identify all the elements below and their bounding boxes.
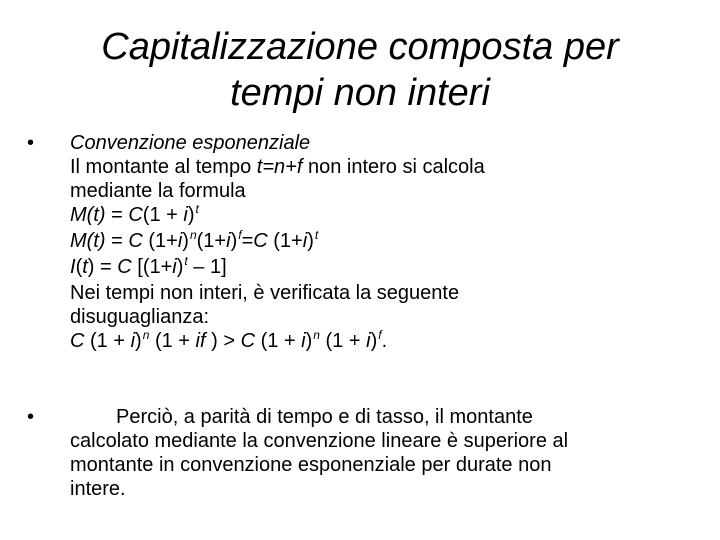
slide-title-line-1: Capitalizzazione composta per [101, 26, 619, 68]
bullet-1-heading: Convenzione esponenziale [70, 132, 311, 154]
bullet-1-line-3: mediante la formula [70, 180, 246, 202]
bullet-marker-2: • [27, 406, 35, 428]
formula-4: C $(1 + i)^n$ (1 + if ) > C $(1 + i)^n$ $(1 + i)^f$. [70, 328, 388, 352]
bullet-2-line-1: Perciò, a parità di tempo e di tasso, il montante [116, 406, 533, 428]
bullet-1-content [70, 131, 700, 355]
formula-1: $M(t) = C(1 + i)^t$ [70, 202, 199, 226]
bullet-2-line-2: calcolato mediante la convenzione lineare è superiore al [70, 430, 569, 452]
bullet-1-line-2: Il montante al tempo t=n+f non intero si calcola [70, 156, 485, 178]
bullet-2-line-3: montante in convenzione esponenziale per durate non [70, 454, 552, 476]
bullet-1-line-8: disuguaglianza: [70, 306, 209, 328]
slide-title-line-2: tempi non interi [230, 72, 490, 114]
bullet-2-content [70, 405, 700, 501]
bullet-1-line-7: Nei tempi non interi, è verificata la seguente [70, 282, 460, 304]
bullet-marker-1: • [27, 132, 35, 154]
formula-3: I(t) = C $[(1+i)^t - 1]$ [70, 254, 227, 278]
formula-2: M(t) = C $(1+i)^n(1+i)^f=C$ $(1+i)^t$ [70, 228, 319, 252]
slide-title [40, 24, 680, 116]
bullet-2-line-4: intere. [70, 478, 126, 500]
